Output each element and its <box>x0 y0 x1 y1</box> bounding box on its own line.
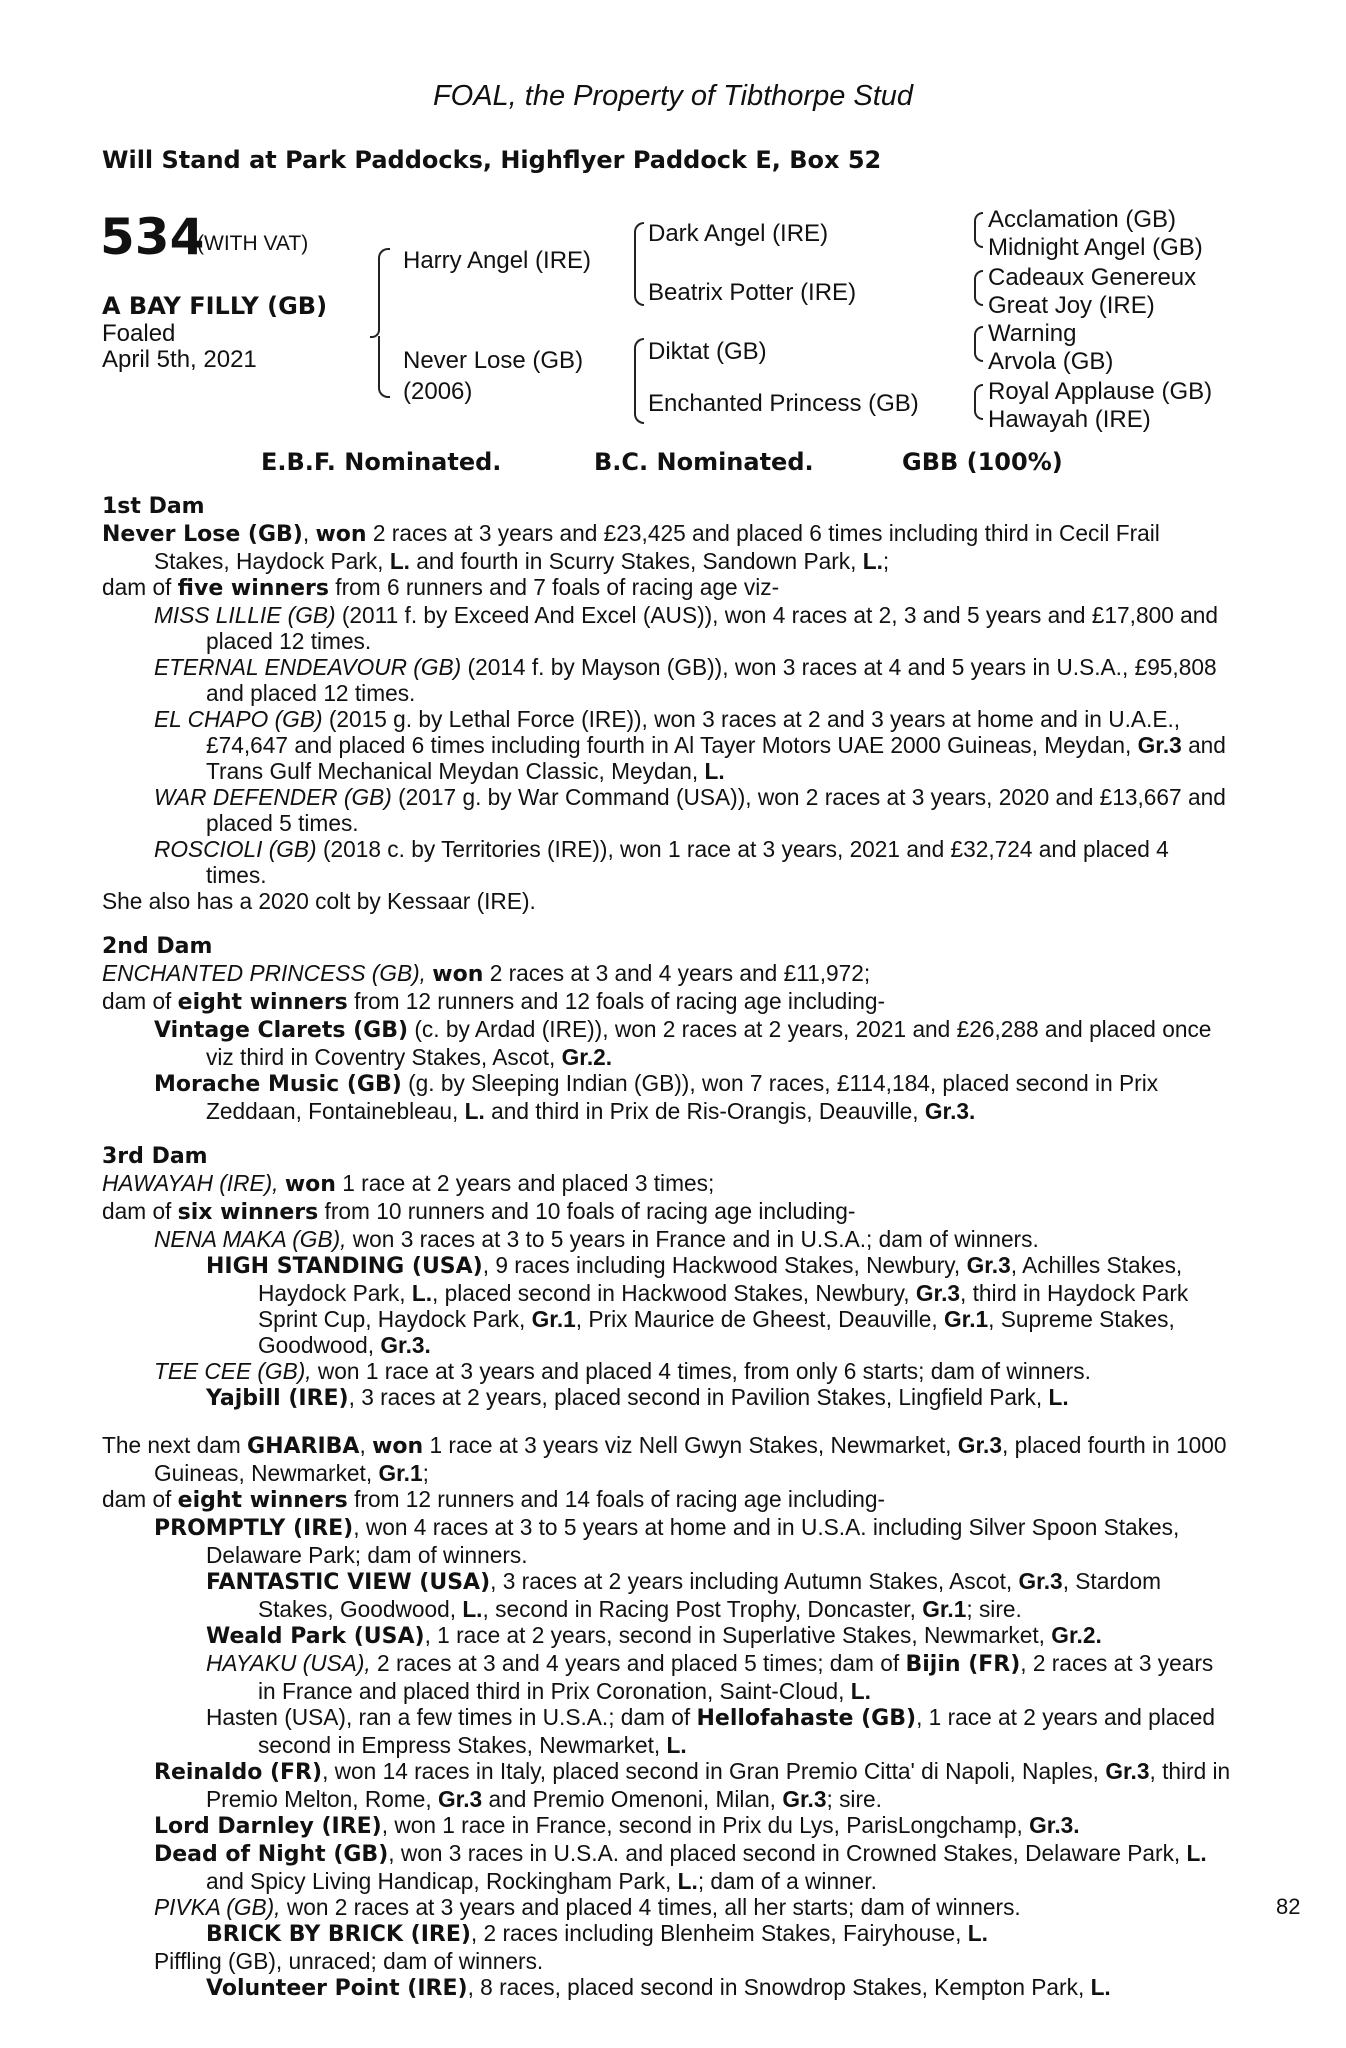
next-dam-produce: dam of eight winners from 12 runners and 14 foals of racing age including- <box>102 1486 886 1513</box>
pedigree-sire: Harry Angel (IRE) <box>403 247 592 274</box>
list-item: HAYAKU (USA), 2 races at 3 and 4 years and placed 5 times; dam of Bijin (FR), 2 races at 3 years in France and placed third in Prix Coronation, Saint-Cloud, L. <box>206 1650 1214 1704</box>
first-dam-produce: dam of five winners from 6 runners and 7 foals of racing age viz- <box>102 574 780 601</box>
list-item: Yajbill (IRE), 3 races at 2 years, placed second in Pavilion Stakes, Lingfield Park, L. <box>206 1384 1069 1411</box>
pedigree-brace-g3 <box>974 270 983 290</box>
third-dam-heading: 3rd Dam <box>102 1144 208 1169</box>
pedigree-g2: Midnight Angel (GB) <box>988 234 1203 261</box>
pedigree-g3: Cadeaux Genereux <box>988 264 1197 291</box>
pedigree-brace-g7 <box>974 384 983 404</box>
list-item: Weald Park (USA), 1 race at 2 years, second in Superlative Stakes, Newmarket, Gr.2. <box>206 1622 1102 1649</box>
list-item: Reinaldo (FR), won 14 races in Italy, placed second in Gran Premio Citta' di Napoli, Naples, Gr.3, third in Premio Melton, Rome, Gr.3 and Premio Omenoni, Milan, Gr.3; sire. <box>154 1758 1231 1812</box>
pedigree-brace-g6 <box>974 344 983 362</box>
vendor-heading: FOAL, the Property of Tibthorpe Stud <box>432 80 914 112</box>
list-item: TEE CEE (GB), won 1 race at 3 years and placed 4 times, from only 6 starts; dam of winners. <box>154 1358 1091 1384</box>
list-item: FANTASTIC VIEW (USA), 3 races at 2 years including Autumn Stakes, Ascot, Gr.3, Stardom Stakes, Goodwood, L., second in Racing Post Trophy, Doncaster, Gr.1; sire. <box>206 1568 1162 1622</box>
first-dam-note: She also has a 2020 colt by Kessaar (IRE). <box>102 888 536 914</box>
ebf-nomination: E.B.F. Nominated. <box>261 448 502 476</box>
pedigree-g7: Royal Applause (GB) <box>988 378 1213 405</box>
list-item: PIVKA (GB), won 2 races at 3 years and placed 4 times, all her starts; dam of winners. <box>154 1894 1021 1920</box>
third-dam-produce: dam of six winners from 10 runners and 10 foals of racing age including- <box>102 1198 856 1225</box>
list-item: Piffling (GB), unraced; dam of winners. <box>154 1948 544 1974</box>
list-item: WAR DEFENDER (GB) (2017 g. by War Command (USA)), won 2 races at 3 years, 2020 and £13,667 and placed 5 times. <box>154 784 1226 836</box>
list-item: BRICK BY BRICK (IRE), 2 races including Blenheim Stakes, Fairyhouse, L. <box>206 1920 988 1947</box>
second-dam-produce: dam of eight winners from 12 runners and 12 foals of racing age including- <box>102 988 886 1015</box>
list-item: PROMPTLY (IRE), won 4 races at 3 to 5 years at home and in U.S.A. including Silver Spoon Stakes, Delaware Park; dam of winners. <box>154 1514 1180 1568</box>
page-number: 82 <box>1276 1894 1301 1919</box>
bc-nomination: B.C. Nominated. <box>594 448 814 476</box>
pedigree-brace-dam-top <box>634 338 644 376</box>
pedigree-brace-g4 <box>974 288 983 306</box>
list-item: ROSCIOLI (GB) (2018 c. by Territories (IRE)), won 1 race at 3 years, 2021 and £32,724 and placed 4 times. <box>154 836 1169 888</box>
pedigree-g6: Arvola (GB) <box>988 348 1114 375</box>
stabling-location: Will Stand at Park Paddocks, Highflyer Paddock E, Box 52 <box>102 146 882 174</box>
pedigree-dam-dam: Enchanted Princess (GB) <box>648 390 919 417</box>
list-item: Hasten (USA), ran a few times in U.S.A.; dam of Hellofahaste (GB), 1 race at 2 years and placed second in Empress Stakes, Newmarket, L. <box>206 1704 1215 1758</box>
second-dam-heading: 2nd Dam <box>102 934 213 959</box>
next-dam-record: The next dam GHARIBA, won 1 race at 3 years viz Nell Gwyn Stakes, Newmarket, Gr.3, placed fourth in 1000 Guineas, Newmarket, Gr.1; <box>102 1432 1227 1486</box>
pedigree-brace-g1 <box>974 212 983 232</box>
pedigree-sire-dam: Beatrix Potter (IRE) <box>648 279 857 306</box>
pedigree-brace-g2 <box>974 230 983 248</box>
pedigree-g8: Hawayah (IRE) <box>988 406 1151 433</box>
pedigree-brace-g5 <box>974 326 983 346</box>
list-item: NENA MAKA (GB), won 3 races at 3 to 5 years in France and in U.S.A.; dam of winners. <box>154 1226 1039 1252</box>
list-item: Volunteer Point (IRE), 8 races, placed second in Snowdrop Stakes, Kempton Park, L. <box>206 1974 1111 2001</box>
pedigree-text <box>102 494 1232 2002</box>
list-item: Morache Music (GB) (g. by Sleeping Indian (GB)), won 7 races, £114,184, placed second in Prix Zeddaan, Fontainebleau, L. and third in Prix de Ris-Orangis, Deauville, Gr.3. <box>154 1070 1159 1124</box>
pedigree-g4: Great Joy (IRE) <box>988 292 1155 319</box>
pedigree-brace-g8 <box>974 402 983 420</box>
pedigree-dam-year: (2006) <box>403 378 473 405</box>
list-item: Lord Darnley (IRE), won 1 race in France, second in Prix du Lys, ParisLongchamp, Gr.3. <box>154 1812 1080 1839</box>
third-dam-record: HAWAYAH (IRE), won 1 race at 2 years and placed 3 times; <box>102 1170 715 1197</box>
pedigree-dam: Never Lose (GB) <box>403 347 584 374</box>
list-item: Vintage Clarets (GB) (c. by Ardad (IRE)), won 2 races at 2 years, 2021 and £26,288 and placed once viz third in Coventry Stakes, Ascot, Gr.2. <box>154 1016 1212 1070</box>
list-item: EL CHAPO (GB) (2015 g. by Lethal Force (IRE)), won 3 races at 2 and 3 years at home and in U.A.E., £74,647 and placed 6 times including fourth in Al Tayer Motors UAE 2000 Guineas, Meydan, Gr.3 and Trans Gulf Mechanical Meydan Classic, Meydan, L. <box>154 706 1226 784</box>
gbb-status: GBB (100%) <box>902 448 1063 476</box>
pedigree-dam-sire: Diktat (GB) <box>648 338 767 365</box>
pedigree-brace-sire-top <box>634 222 644 262</box>
pedigree-brace-nib <box>370 316 380 338</box>
pedigree-brace-sire-bottom <box>634 260 644 306</box>
list-item: HIGH STANDING (USA), 9 races including Hackwood Stakes, Newbury, Gr.3, Achilles Stakes, Haydock Park, L., placed second in Hackwood Stakes, Newbury, Gr.3, third in Haydock Park Sprint Cup, Haydock Park, Gr.1, Prix Maurice de Gheest, Deauville, Gr.1, Supreme Stakes, Goodwood, Gr.3. <box>206 1252 1189 1358</box>
first-dam-record: Never Lose (GB), won 2 races at 3 years and £23,425 and placed 6 times including third in Cecil Frail Stakes, Haydock Park, L. and fourth in Scurry Stakes, Sandown Park, L.; <box>102 520 1160 574</box>
lot-number: 534 <box>100 208 205 266</box>
pedigree-brace-bottom <box>378 336 390 398</box>
second-dam-record: ENCHANTED PRINCESS (GB), won 2 races at 3 and 4 years and £11,972; <box>102 960 871 987</box>
first-dam-heading: 1st Dam <box>102 494 205 519</box>
lot-description: A BAY FILLY (GB) <box>102 292 328 320</box>
list-item: MISS LILLIE (GB) (2011 f. by Exceed And Excel (AUS)), won 4 races at 2, 3 and 5 years and £17,800 and placed 12 times. <box>154 602 1218 654</box>
list-item: ETERNAL ENDEAVOUR (GB) (2014 f. by Mayson (GB)), won 3 races at 4 and 5 years in U.S.A., £95,808 and placed 12 times. <box>154 654 1217 706</box>
pedigree-brace-dam-bottom <box>634 374 644 424</box>
foaled-date: April 5th, 2021 <box>102 346 257 373</box>
pedigree-g1: Acclamation (GB) <box>988 206 1177 233</box>
foaled-label: Foaled <box>102 320 176 347</box>
vat-note: (WITH VAT) <box>197 232 309 255</box>
list-item: Dead of Night (GB), won 3 races in U.S.A. and placed second in Crowned Stakes, Delaware Park, L. and Spicy Living Handicap, Rockingham Park, L.; dam of a winner. <box>154 1840 1207 1894</box>
pedigree-sire-sire: Dark Angel (IRE) <box>648 220 829 247</box>
pedigree-brace-top <box>378 248 390 318</box>
pedigree-g5: Warning <box>988 320 1077 347</box>
